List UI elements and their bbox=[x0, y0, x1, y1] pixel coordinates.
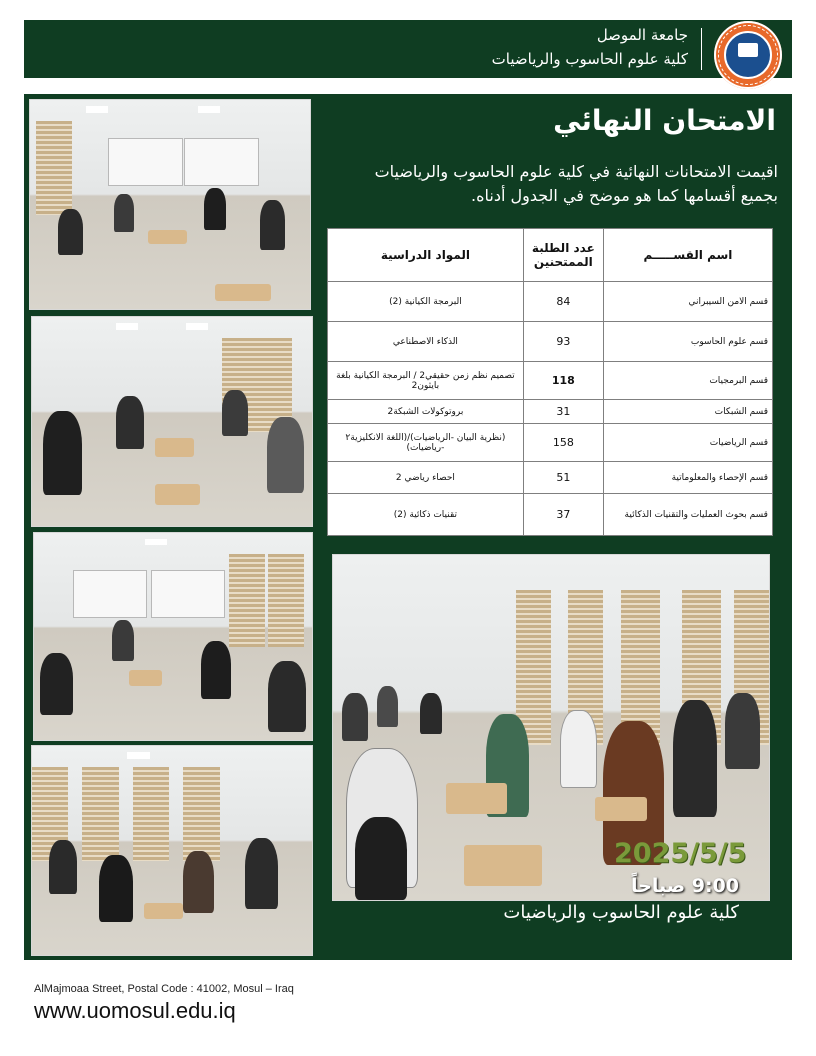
intro-paragraph: اقيمت الامتحانات النهائية في كلية علوم الحاسوب والرياضيات بجميع أقسامها كما هو موضح في الجدول أدناه. bbox=[374, 162, 778, 205]
exam-hall-photo-4 bbox=[31, 745, 313, 956]
college-name: كلية علوم الحاسوب والرياضيات bbox=[491, 50, 688, 68]
cell-subjects: بروتوكولات الشبكة2 bbox=[328, 400, 524, 424]
cell-department: قسم البرمجيات bbox=[603, 362, 772, 400]
exam-time: 9:00 صباحاً bbox=[631, 875, 739, 897]
header-students: عدد الطلبة الممتحنين bbox=[523, 229, 603, 282]
cell-department: قسم علوم الحاسوب bbox=[603, 322, 772, 362]
postal-address: AlMajmoaa Street, Postal Code : 41002, Mosul – Iraq bbox=[34, 983, 294, 995]
header-department: اسم القســـــم bbox=[603, 229, 772, 282]
cell-subjects: تقنيات ذكائية (2) bbox=[328, 494, 524, 536]
header-banner bbox=[24, 20, 792, 78]
exam-hall-photo-2 bbox=[31, 316, 313, 527]
cell-students: 31 bbox=[523, 400, 603, 424]
cell-students: 93 bbox=[523, 322, 603, 362]
page-title: الامتحان النهائي bbox=[553, 104, 776, 137]
cell-subjects: احصاء رياضي 2 bbox=[328, 462, 524, 494]
book-icon bbox=[738, 43, 758, 57]
table-row bbox=[328, 400, 773, 424]
table-row bbox=[328, 462, 773, 494]
cell-subjects: تصميم نظم زمن حقيقي2 / البرمجة الكيانية بلغة بايثون2 bbox=[328, 362, 524, 400]
header-divider bbox=[701, 28, 702, 70]
website-link[interactable]: www.uomosul.edu.iq bbox=[34, 998, 236, 1023]
table-row bbox=[328, 282, 773, 322]
exam-date: 2025/5/5 bbox=[614, 838, 747, 869]
header-subjects: المواد الدراسية bbox=[328, 229, 524, 282]
cell-department: قسم بحوث العمليات والتقنيات الذكائية bbox=[603, 494, 772, 536]
table-row bbox=[328, 362, 773, 400]
table-row bbox=[328, 322, 773, 362]
cell-students: 158 bbox=[523, 424, 603, 462]
cell-subjects: الذكاء الاصطناعي bbox=[328, 322, 524, 362]
exam-hall-photo-1 bbox=[29, 99, 311, 310]
cell-subjects: البرمجة الكيانية (2) bbox=[328, 282, 524, 322]
cell-department: قسم الامن السيبراني bbox=[603, 282, 772, 322]
cell-students: 37 bbox=[523, 494, 603, 536]
exam-hall-photo-3 bbox=[33, 532, 313, 741]
table-row bbox=[328, 494, 773, 536]
cell-subjects: (نظرية البيان -الرياضيات)/(اللغة الانكليزية٢ -رياضيات) bbox=[328, 424, 524, 462]
footer-college-name: كلية علوم الحاسوب والرياضيات bbox=[503, 902, 739, 923]
university-seal-icon bbox=[714, 21, 782, 89]
exam-schedule-table bbox=[327, 228, 773, 536]
cell-department: قسم الرياضيات bbox=[603, 424, 772, 462]
seal-emblem bbox=[724, 31, 772, 79]
cell-students: 118 bbox=[523, 362, 603, 400]
cell-students: 84 bbox=[523, 282, 603, 322]
table-header-row bbox=[328, 229, 773, 282]
cell-students: 51 bbox=[523, 462, 603, 494]
university-name: جامعة الموصل bbox=[596, 26, 688, 44]
cell-department: قسم الإحصاء والمعلوماتية bbox=[603, 462, 772, 494]
cell-department: قسم الشبكات bbox=[603, 400, 772, 424]
table-row bbox=[328, 424, 773, 462]
content-panel bbox=[24, 94, 792, 960]
